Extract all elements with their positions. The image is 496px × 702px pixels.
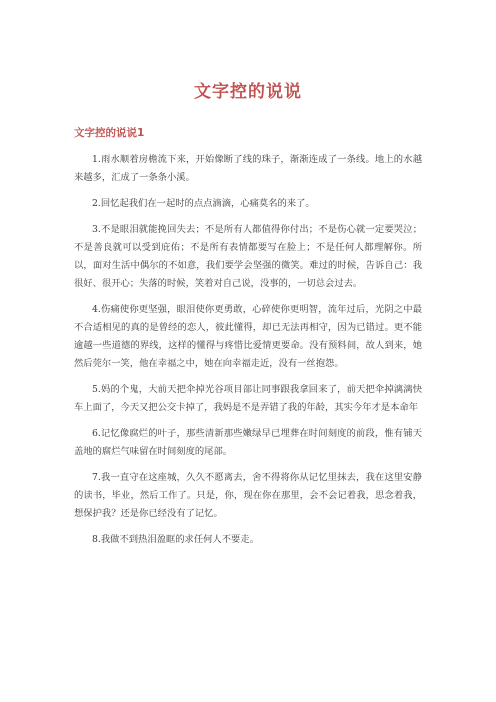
paragraph-5: 5.妈的个鬼，大前天把伞掉光谷项目部让同事跟我拿回来了，前天把伞掉漓漓快车上面了，今天又把公交卡掉了，我妈是不是弄错了我的年龄，其实今年才是本命年	[74, 384, 422, 413]
paragraph-6: 6.记忆像腐烂的叶子，那些清新那些嫩绿早已埋葬在时间刻度的前段，惟有铺天盖地的腐烂气味留在时间刻度的尾部。	[74, 428, 422, 457]
paragraph-7: 7.我一直守在这座城，久久不愿离去，舍不得将你从记忆里抹去，我在这里安静的读书，毕业，然后工作了。只是，你，现在你在那里，会不会记着我，思念着我，想保护我？还是你已经没有了记忆。	[74, 472, 422, 519]
paragraph-4: 4.伤痛使你更坚强，眼泪使你更勇敢，心碎使你更明智，流年过后，光阴之中最不合适相见的真的是曾经的恋人，彼此懂得，却已无法再相守，因为已错过。更不能逾越一些道德的界线，这样的懂得与疼惜比爱情更要命。没有预料间，故人到来，她然后莞尔一笑，他在幸福之中，她在向幸福走近，没有一丝抱怨。	[74, 304, 422, 369]
paragraph-8: 8.我做不到热泪盈眶的求任何人不要走。	[92, 534, 259, 545]
paragraph-3: 3.不是眼泪就能挽回失去；不是所有人都值得你付出；不是伤心就一定要哭泣；不是善良就可以受到庇佑；不是所有表情都要写在脸上；不是任何人都理解你。所以，面对生活中偶尔的不如意，我们要学会坚强的微笑。难过的时候，告诉自己：我很好、很开心；失落的时候，笑着对自己说，没事的，一切总会过去。	[74, 224, 422, 289]
paragraph-1: 1.雨水顺着房檐流下来，开始像断了线的珠子，渐渐连成了一条线。地上的水越来越多，汇成了一条条小溪。	[74, 154, 422, 183]
document-title: 文字控的说说	[194, 82, 302, 102]
section-heading: 文字控的说说1	[74, 127, 145, 139]
paragraph-2: 2.回忆起我们在一起时的点点滴滴，心痛莫名的来了。	[92, 198, 315, 209]
document-body	[74, 151, 422, 557]
